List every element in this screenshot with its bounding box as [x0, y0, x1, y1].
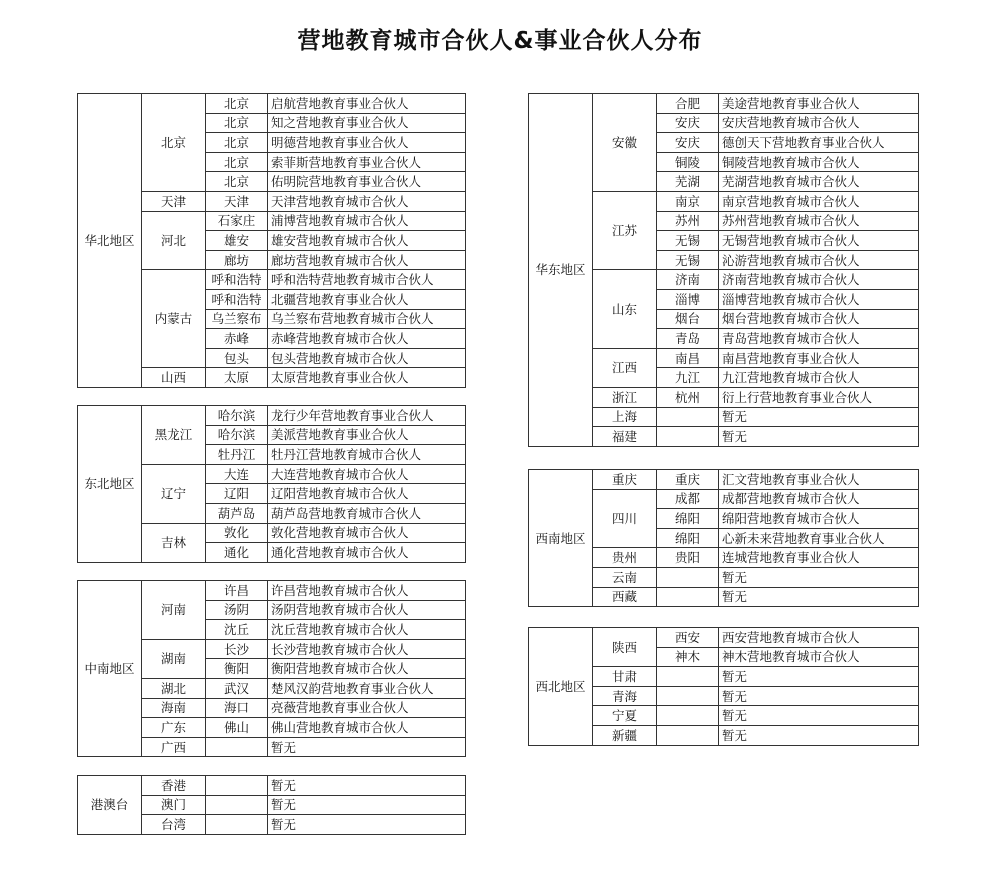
city-name: 成都 — [657, 489, 719, 509]
partner-name: 赤峰营地教育城市合伙人 — [268, 329, 466, 349]
partner-name: 敦化营地教育城市合伙人 — [268, 523, 466, 543]
partner-name: 通化营地教育城市合伙人 — [268, 543, 466, 563]
province-name: 香港 — [142, 776, 206, 796]
city-name: 淄博 — [657, 289, 719, 309]
city-name: 呼和浩特 — [206, 289, 268, 309]
partner-name: 葫芦岛营地教育城市合伙人 — [268, 503, 466, 523]
province-name: 重庆 — [593, 470, 657, 490]
city-name — [206, 776, 268, 796]
partner-name: 暂无 — [268, 737, 466, 757]
city-name: 乌兰察布 — [206, 309, 268, 329]
partner-name: 成都营地教育城市合伙人 — [719, 489, 919, 509]
province-name: 浙江 — [593, 387, 657, 407]
partner-name: 启航营地教育事业合伙人 — [268, 94, 466, 114]
region-table-huabei — [77, 93, 466, 388]
province-name: 上海 — [593, 407, 657, 427]
province-name: 北京 — [142, 94, 206, 192]
region-name: 西南地区 — [529, 470, 593, 607]
city-name: 许昌 — [206, 581, 268, 601]
city-name: 青岛 — [657, 329, 719, 349]
city-name — [657, 706, 719, 726]
partner-name: 九江营地教育城市合伙人 — [719, 368, 919, 388]
city-name: 贵阳 — [657, 548, 719, 568]
city-name: 绵阳 — [657, 509, 719, 529]
city-name: 北京 — [206, 113, 268, 133]
table-row — [78, 776, 466, 796]
city-name: 苏州 — [657, 211, 719, 231]
province-name: 青海 — [593, 686, 657, 706]
city-name: 通化 — [206, 543, 268, 563]
city-name: 武汉 — [206, 678, 268, 698]
partner-name: 南昌营地教育事业合伙人 — [719, 348, 919, 368]
city-name: 雄安 — [206, 231, 268, 251]
region-table-gangaotai — [77, 775, 466, 835]
city-name: 北京 — [206, 172, 268, 192]
city-name: 太原 — [206, 368, 268, 388]
city-name — [657, 725, 719, 745]
city-name: 西安 — [657, 628, 719, 648]
partner-name: 无锡营地教育城市合伙人 — [719, 231, 919, 251]
city-name: 赤峰 — [206, 329, 268, 349]
partner-name: 亮薇营地教育事业合伙人 — [268, 698, 466, 718]
city-name: 佛山 — [206, 718, 268, 738]
partner-name: 楚风汉韵营地教育事业合伙人 — [268, 678, 466, 698]
province-name: 河北 — [142, 211, 206, 270]
city-name: 杭州 — [657, 387, 719, 407]
province-name: 澳门 — [142, 795, 206, 815]
partner-name: 知之营地教育事业合伙人 — [268, 113, 466, 133]
partner-name: 南京营地教育城市合伙人 — [719, 191, 919, 211]
city-name: 包头 — [206, 348, 268, 368]
region-table-xinan — [528, 469, 919, 607]
city-name: 大连 — [206, 464, 268, 484]
partner-name: 暂无 — [268, 795, 466, 815]
partner-name: 西安营地教育城市合伙人 — [719, 628, 919, 648]
partner-name: 绵阳营地教育城市合伙人 — [719, 509, 919, 529]
region-name: 西北地区 — [529, 628, 593, 746]
city-name — [206, 737, 268, 757]
partner-name: 苏州营地教育城市合伙人 — [719, 211, 919, 231]
city-name: 安庆 — [657, 133, 719, 153]
city-name: 合肥 — [657, 94, 719, 114]
table-row — [529, 470, 919, 490]
table-row — [78, 406, 466, 426]
partner-name: 铜陵营地教育城市合伙人 — [719, 152, 919, 172]
partner-name: 浦博营地教育城市合伙人 — [268, 211, 466, 231]
city-name — [206, 815, 268, 835]
city-name — [657, 407, 719, 427]
province-name: 西藏 — [593, 587, 657, 607]
region-name: 华北地区 — [78, 94, 142, 388]
city-name: 石家庄 — [206, 211, 268, 231]
partner-name: 神木营地教育城市合伙人 — [719, 647, 919, 667]
region-table-xibei — [528, 627, 919, 746]
city-name — [657, 587, 719, 607]
partner-name: 心新未来营地教育事业合伙人 — [719, 528, 919, 548]
city-name: 南昌 — [657, 348, 719, 368]
province-name: 福建 — [593, 427, 657, 447]
city-name — [657, 427, 719, 447]
province-name: 甘肃 — [593, 667, 657, 687]
city-name: 芜湖 — [657, 172, 719, 192]
city-name: 长沙 — [206, 639, 268, 659]
province-name: 湖北 — [142, 678, 206, 698]
province-name: 陕西 — [593, 628, 657, 667]
table-row — [529, 628, 919, 648]
region-table-zhongnan — [77, 580, 466, 757]
province-name: 黑龙江 — [142, 406, 206, 465]
region-name: 华东地区 — [529, 94, 593, 447]
city-name: 九江 — [657, 368, 719, 388]
partner-name: 烟台营地教育城市合伙人 — [719, 309, 919, 329]
province-name: 天津 — [142, 191, 206, 211]
partner-name: 沁游营地教育城市合伙人 — [719, 250, 919, 270]
province-name: 广东 — [142, 718, 206, 738]
partner-name: 暂无 — [719, 587, 919, 607]
partner-name: 青岛营地教育城市合伙人 — [719, 329, 919, 349]
city-name: 海口 — [206, 698, 268, 718]
partner-name: 天津营地教育城市合伙人 — [268, 191, 466, 211]
city-name: 神木 — [657, 647, 719, 667]
partner-name: 暂无 — [719, 407, 919, 427]
partner-name: 连城营地教育事业合伙人 — [719, 548, 919, 568]
city-name: 哈尔滨 — [206, 425, 268, 445]
region-name: 东北地区 — [78, 406, 142, 563]
city-name: 北京 — [206, 152, 268, 172]
partner-name: 辽阳营地教育城市合伙人 — [268, 484, 466, 504]
province-name: 广西 — [142, 737, 206, 757]
partner-name: 衡阳营地教育城市合伙人 — [268, 659, 466, 679]
city-name: 北京 — [206, 133, 268, 153]
partner-name: 暂无 — [719, 706, 919, 726]
partner-name: 济南营地教育城市合伙人 — [719, 270, 919, 290]
partner-name: 佛山营地教育城市合伙人 — [268, 718, 466, 738]
city-name — [657, 567, 719, 587]
city-name: 北京 — [206, 94, 268, 114]
table-row — [529, 94, 919, 114]
partner-name: 牡丹江营地教育城市合伙人 — [268, 445, 466, 465]
city-name — [657, 686, 719, 706]
province-name: 四川 — [593, 489, 657, 548]
city-name: 呼和浩特 — [206, 270, 268, 290]
city-name: 烟台 — [657, 309, 719, 329]
province-name: 江西 — [593, 348, 657, 387]
partner-name: 美途营地教育事业合伙人 — [719, 94, 919, 114]
province-name: 贵州 — [593, 548, 657, 568]
partner-name: 淄博营地教育城市合伙人 — [719, 289, 919, 309]
partner-name: 长沙营地教育城市合伙人 — [268, 639, 466, 659]
partner-name: 大连营地教育城市合伙人 — [268, 464, 466, 484]
city-name: 绵阳 — [657, 528, 719, 548]
partner-name: 沈丘营地教育城市合伙人 — [268, 620, 466, 640]
region-table-huadong — [528, 93, 919, 447]
province-name: 新疆 — [593, 725, 657, 745]
city-name: 南京 — [657, 191, 719, 211]
region-name: 中南地区 — [78, 581, 142, 757]
city-name: 铜陵 — [657, 152, 719, 172]
partner-name: 太原营地教育事业合伙人 — [268, 368, 466, 388]
page-title: 营地教育城市合伙人&事业合伙人分布 — [297, 28, 703, 54]
partner-name: 暂无 — [719, 427, 919, 447]
partner-name: 雄安营地教育城市合伙人 — [268, 231, 466, 251]
city-name: 无锡 — [657, 250, 719, 270]
city-name: 牡丹江 — [206, 445, 268, 465]
city-name: 葫芦岛 — [206, 503, 268, 523]
partner-name: 乌兰察布营地教育城市合伙人 — [268, 309, 466, 329]
province-name: 云南 — [593, 567, 657, 587]
city-name: 重庆 — [657, 470, 719, 490]
partner-name: 暂无 — [719, 567, 919, 587]
city-name — [657, 667, 719, 687]
city-name: 汤阴 — [206, 600, 268, 620]
partner-name: 暂无 — [719, 667, 919, 687]
partner-name: 暂无 — [268, 776, 466, 796]
city-name: 安庆 — [657, 113, 719, 133]
partner-name: 衍上行营地教育事业合伙人 — [719, 387, 919, 407]
partner-name: 呼和浩特营地教育城市合伙人 — [268, 270, 466, 290]
city-name — [206, 795, 268, 815]
city-name: 无锡 — [657, 231, 719, 251]
city-name: 沈丘 — [206, 620, 268, 640]
city-name: 廊坊 — [206, 250, 268, 270]
city-name: 哈尔滨 — [206, 406, 268, 426]
partner-name: 索菲斯营地教育事业合伙人 — [268, 152, 466, 172]
partner-name: 暂无 — [268, 815, 466, 835]
partner-name: 安庆营地教育城市合伙人 — [719, 113, 919, 133]
city-name: 天津 — [206, 191, 268, 211]
province-name: 江苏 — [593, 191, 657, 269]
city-name: 济南 — [657, 270, 719, 290]
partner-name: 龙行少年营地教育事业合伙人 — [268, 406, 466, 426]
partner-name: 许昌营地教育城市合伙人 — [268, 581, 466, 601]
province-name: 河南 — [142, 581, 206, 640]
province-name: 辽宁 — [142, 464, 206, 523]
region-name: 港澳台 — [78, 776, 142, 835]
partner-name: 暂无 — [719, 686, 919, 706]
table-row — [78, 581, 466, 601]
province-name: 山西 — [142, 368, 206, 388]
city-name: 衡阳 — [206, 659, 268, 679]
partner-name: 芜湖营地教育城市合伙人 — [719, 172, 919, 192]
city-name: 敦化 — [206, 523, 268, 543]
province-name: 吉林 — [142, 523, 206, 562]
province-name: 海南 — [142, 698, 206, 718]
partner-name: 佑明院营地教育事业合伙人 — [268, 172, 466, 192]
province-name: 山东 — [593, 270, 657, 348]
partner-name: 汇文营地教育事业合伙人 — [719, 470, 919, 490]
region-table-dongbei — [77, 405, 466, 563]
partner-name: 德创天下营地教育事业合伙人 — [719, 133, 919, 153]
partner-name: 汤阴营地教育城市合伙人 — [268, 600, 466, 620]
partner-name: 包头营地教育城市合伙人 — [268, 348, 466, 368]
city-name: 辽阳 — [206, 484, 268, 504]
partner-name: 廊坊营地教育城市合伙人 — [268, 250, 466, 270]
province-name: 宁夏 — [593, 706, 657, 726]
partner-name: 北疆营地教育事业合伙人 — [268, 289, 466, 309]
partner-name: 明德营地教育事业合伙人 — [268, 133, 466, 153]
province-name: 内蒙古 — [142, 270, 206, 368]
partner-name: 美派营地教育事业合伙人 — [268, 425, 466, 445]
table-row — [78, 94, 466, 114]
province-name: 安徽 — [593, 94, 657, 192]
province-name: 湖南 — [142, 639, 206, 678]
province-name: 台湾 — [142, 815, 206, 835]
partner-name: 暂无 — [719, 725, 919, 745]
